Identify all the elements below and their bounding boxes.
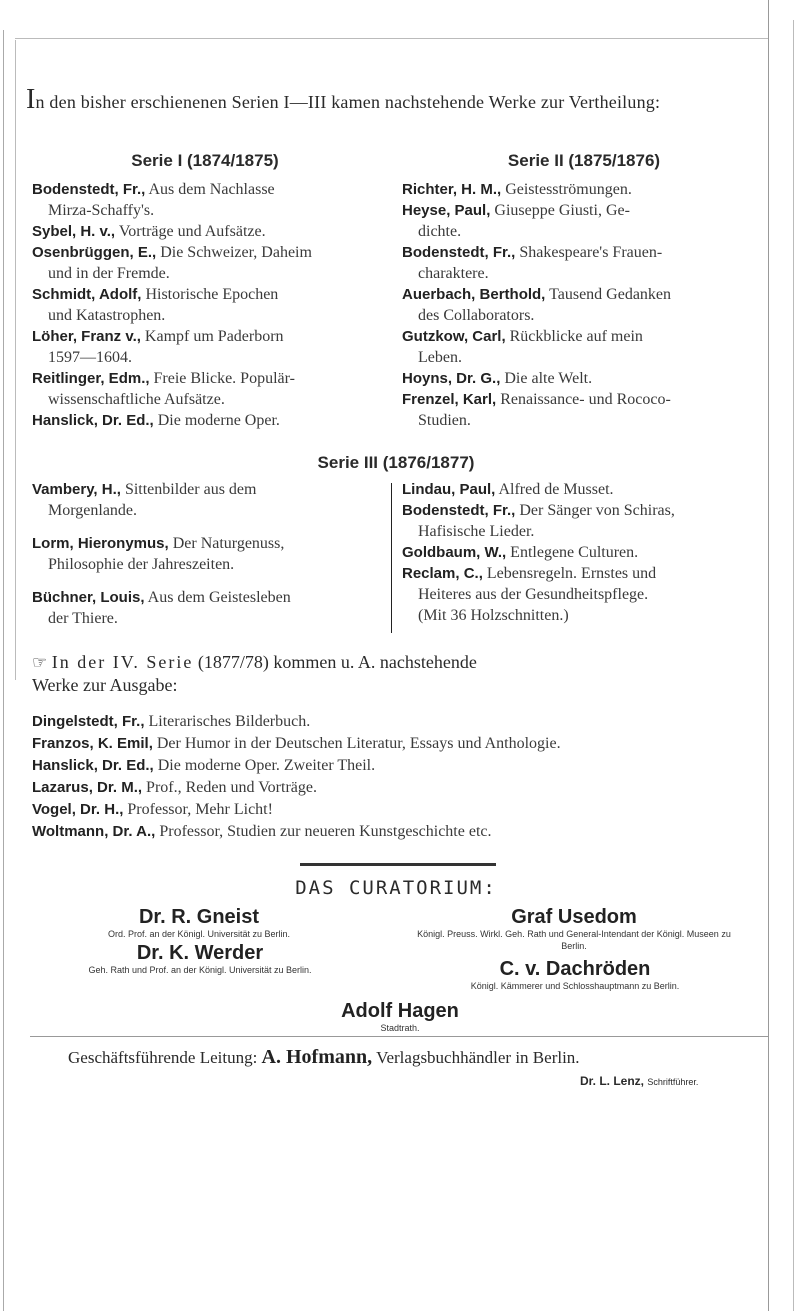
bibliography-entry — [32, 533, 378, 575]
management-line — [68, 1046, 768, 1069]
curator-usedom-title: Königl. Preuss. Wirkl. Geh. Rath und General-Intendant der Königl. Museen zu Berlin. — [417, 929, 731, 951]
curator-dachroeden-title: Königl. Kämmerer und Schlosshauptmann zu Berlin. — [470, 981, 680, 991]
series-3-left-column — [32, 479, 378, 641]
bibliography-entry — [402, 368, 766, 389]
curator-gneist-name: Dr. R. Gneist — [138, 906, 260, 928]
entry-title: Tausend Gedanken — [549, 286, 672, 303]
secretary-name: Dr. L. Lenz, — [580, 1074, 645, 1088]
curator-usedom-name: Graf Usedom — [511, 906, 637, 928]
secretary-role: Schriftführer. — [647, 1077, 699, 1087]
bibliography-entry — [32, 755, 766, 777]
entry-author: Hoyns, Dr. G., — [402, 370, 501, 387]
entry-title: Kampf um Paderborn — [144, 328, 284, 345]
bibliography-entry — [32, 733, 766, 755]
entry-author: Reitlinger, Edm., — [32, 370, 150, 387]
series-3-right-column — [402, 479, 766, 626]
series-4-announcement — [32, 651, 766, 696]
series-4-line1-rest: (1877/78) kommen u. A. nachstehende — [197, 652, 477, 672]
entry-author: Dingelstedt, Fr., — [32, 713, 145, 730]
series-4-line2: Werke zur Ausgabe: — [32, 675, 178, 695]
entry-title: Professor, Mehr Licht! — [127, 801, 273, 818]
entry-author: Löher, Franz v., — [32, 328, 141, 345]
entry-author: Reclam, C., — [402, 565, 483, 582]
bibliography-entry — [402, 284, 766, 326]
entry-title: Prof., Reden und Vorträge. — [146, 779, 317, 796]
entry-title: Geistesströmungen. — [505, 181, 632, 198]
entry-title: Aus dem Nachlasse — [148, 181, 275, 198]
bibliography-entry — [32, 479, 378, 521]
bibliography-entry — [32, 284, 378, 326]
frame-line-left — [3, 30, 4, 1311]
curator-dachroeden — [400, 958, 750, 992]
bibliography-entry — [32, 821, 766, 843]
series-2-list — [402, 179, 766, 431]
series-4-label: In der IV. Serie — [51, 652, 194, 672]
curator-gneist — [30, 906, 368, 940]
entry-title-continued: und Katastrophen. — [48, 307, 166, 324]
bibliography-entry — [32, 326, 378, 368]
curator-werder-name: Dr. K. Werder — [136, 942, 264, 964]
bibliography-entry — [32, 587, 378, 629]
entry-title: Vorträge und Aufsätze. — [118, 223, 266, 240]
entry-title-continued: wissenschaftliche Aufsätze. — [48, 391, 225, 408]
entry-title: Der Sänger von Schiras, — [519, 502, 675, 519]
bibliography-entry — [402, 479, 766, 500]
frame-line-right — [768, 0, 769, 1311]
management-label: Geschäftsführende Leitung: — [68, 1048, 258, 1067]
entry-author: Lazarus, Dr. M., — [32, 779, 143, 796]
entry-title-continued: dichte. — [418, 223, 462, 240]
bibliography-entry — [32, 221, 378, 242]
entry-title: Alfred de Musset. — [498, 481, 614, 498]
entry-author: Richter, H. M., — [402, 181, 502, 198]
bibliography-entry — [402, 326, 766, 368]
entry-author: Vogel, Dr. H., — [32, 801, 124, 818]
bibliography-entry — [402, 179, 766, 200]
bibliography-entry — [32, 777, 766, 799]
entry-title: Rückblicke auf mein — [509, 328, 643, 345]
series-1-heading: Serie I (1874/1875) — [131, 151, 279, 170]
entry-title: Shakespeare's Frauen- — [519, 244, 663, 261]
management-name: A. Hofmann, — [261, 1046, 373, 1068]
entry-author: Woltmann, Dr. A., — [32, 823, 156, 840]
bibliography-entry — [402, 500, 766, 542]
entry-author: Hanslick, Dr. Ed., — [32, 757, 154, 774]
entry-author: Lorm, Hieronymus, — [32, 535, 169, 552]
series-3-heading: Serie III (1876/1877) — [317, 453, 475, 472]
curatorium-title: DAS CURATORIUM: — [295, 877, 497, 899]
entry-title: Professor, Studien zur neueren Kunstgeschichte etc. — [159, 823, 492, 840]
entry-author: Bodenstedt, Fr., — [402, 244, 516, 261]
series-2-heading: Serie II (1875/1876) — [507, 151, 661, 170]
entry-author: Hanslick, Dr. Ed., — [32, 412, 154, 429]
curator-werder — [50, 942, 350, 976]
entry-title-continued: Studien. — [418, 412, 471, 429]
entry-author: Bodenstedt, Fr., — [32, 181, 146, 198]
intro-paragraph — [26, 84, 766, 115]
bibliography-entry — [402, 542, 766, 563]
entry-title: Lebensregeln. Ernstes und — [486, 565, 657, 582]
curator-hagen-name: Adolf Hagen — [341, 1000, 459, 1022]
entry-title: Die Schweizer, Daheim — [160, 244, 312, 261]
entry-author: Büchner, Louis, — [32, 589, 145, 606]
entry-title-continued: (Mit 36 Holzschnitten.) — [418, 607, 569, 624]
entry-author: Goldbaum, W., — [402, 544, 507, 561]
curator-dachroeden-name: C. v. Dachröden — [499, 958, 651, 980]
entry-title: Entlegene Culturen. — [510, 544, 639, 561]
series-2-column — [402, 151, 766, 431]
entry-title-continued: Morgenlande. — [48, 502, 138, 519]
frame-line-left-inner — [15, 40, 16, 680]
bibliography-entry — [32, 242, 378, 284]
entry-title-continued: des Collaborators. — [418, 307, 535, 324]
frame-line-top — [15, 38, 768, 39]
management-role: Verlagsbuchhändler in Berlin. — [376, 1048, 580, 1067]
bibliography-entry — [32, 410, 378, 431]
document-page — [26, 55, 766, 840]
entry-title: Literarisches Bilderbuch. — [148, 713, 311, 730]
drop-capital: I — [26, 84, 36, 115]
entry-author: Osenbrüggen, E., — [32, 244, 157, 261]
bibliography-entry — [32, 711, 766, 733]
entry-title: Der Naturgenuss, — [172, 535, 285, 552]
entry-author: Bodenstedt, Fr., — [402, 502, 516, 519]
series-3-column-divider — [391, 483, 392, 633]
bibliography-entry — [32, 179, 378, 221]
pointing-hand-icon: ☞ — [32, 653, 48, 672]
entry-title: Die alte Welt. — [504, 370, 593, 387]
bibliography-entry — [32, 368, 378, 410]
entry-title-continued: und in der Fremde. — [48, 265, 170, 282]
bibliography-entry — [32, 799, 766, 821]
entry-title-continued: Mirza-Schaffy's. — [48, 202, 155, 219]
entry-author: Sybel, H. v., — [32, 223, 116, 240]
frame-line-bottom — [30, 1036, 768, 1037]
entry-title: Giuseppe Giusti, Ge- — [494, 202, 630, 219]
entry-title: Freie Blicke. Populär- — [153, 370, 295, 387]
entry-title-continued: charaktere. — [418, 265, 489, 282]
curator-hagen-title: Stadtrath. — [380, 1023, 420, 1033]
entry-author: Heyse, Paul, — [402, 202, 491, 219]
series-4-list — [32, 711, 766, 843]
entry-author: Frenzel, Karl, — [402, 391, 497, 408]
entry-title: Der Humor in der Deutschen Literatur, Essays und Anthologie. — [156, 735, 561, 752]
entry-title-continued: 1597—1604. — [48, 349, 132, 366]
entry-author: Vambery, H., — [32, 481, 121, 498]
intro-text: n den bisher erschienenen Serien I—III kamen nachstehende Werke zur Vertheilung: — [35, 92, 661, 112]
entry-title: Die moderne Oper. Zweiter Theil. — [157, 757, 376, 774]
bibliography-entry — [402, 563, 766, 605]
bibliography-entry — [402, 605, 766, 626]
series-1-column — [32, 151, 378, 431]
bibliography-entry — [402, 242, 766, 284]
entry-author: Lindau, Paul, — [402, 481, 496, 498]
secretary-signature — [580, 1074, 698, 1088]
entry-author: Auerbach, Berthold, — [402, 286, 546, 303]
entry-author: Gutzkow, Carl, — [402, 328, 506, 345]
section-divider — [300, 863, 496, 866]
entry-author: Franzos, K. Emil, — [32, 735, 153, 752]
entry-author: Schmidt, Adolf, — [32, 286, 142, 303]
curator-gneist-title: Ord. Prof. an der Königl. Universität zu Berlin. — [107, 929, 291, 939]
entry-title-continued: Leben. — [418, 349, 462, 366]
bibliography-entry — [402, 389, 766, 431]
entry-title: Historische Epochen — [145, 286, 279, 303]
series-1-list — [32, 179, 378, 431]
entry-title-continued: der Thiere. — [48, 610, 118, 627]
curator-werder-title: Geh. Rath und Prof. an der Königl. Universität zu Berlin. — [88, 965, 312, 975]
entry-title: Sittenbilder aus dem — [124, 481, 257, 498]
curator-hagen — [250, 1000, 550, 1034]
entry-title: Aus dem Geistesleben — [147, 589, 291, 606]
entry-title: Die moderne Oper. — [157, 412, 280, 429]
frame-line-right-outer — [793, 20, 794, 1311]
entry-title-continued: Hafisische Lieder. — [418, 523, 535, 540]
entry-title-continued: Philosophie der Jahreszeiten. — [48, 556, 235, 573]
entry-title: Renaissance- und Rococo- — [500, 391, 671, 408]
curator-usedom — [404, 906, 744, 952]
bibliography-entry — [402, 200, 766, 242]
entry-title-continued: Heiteres aus der Gesundheitspflege. — [418, 586, 649, 603]
